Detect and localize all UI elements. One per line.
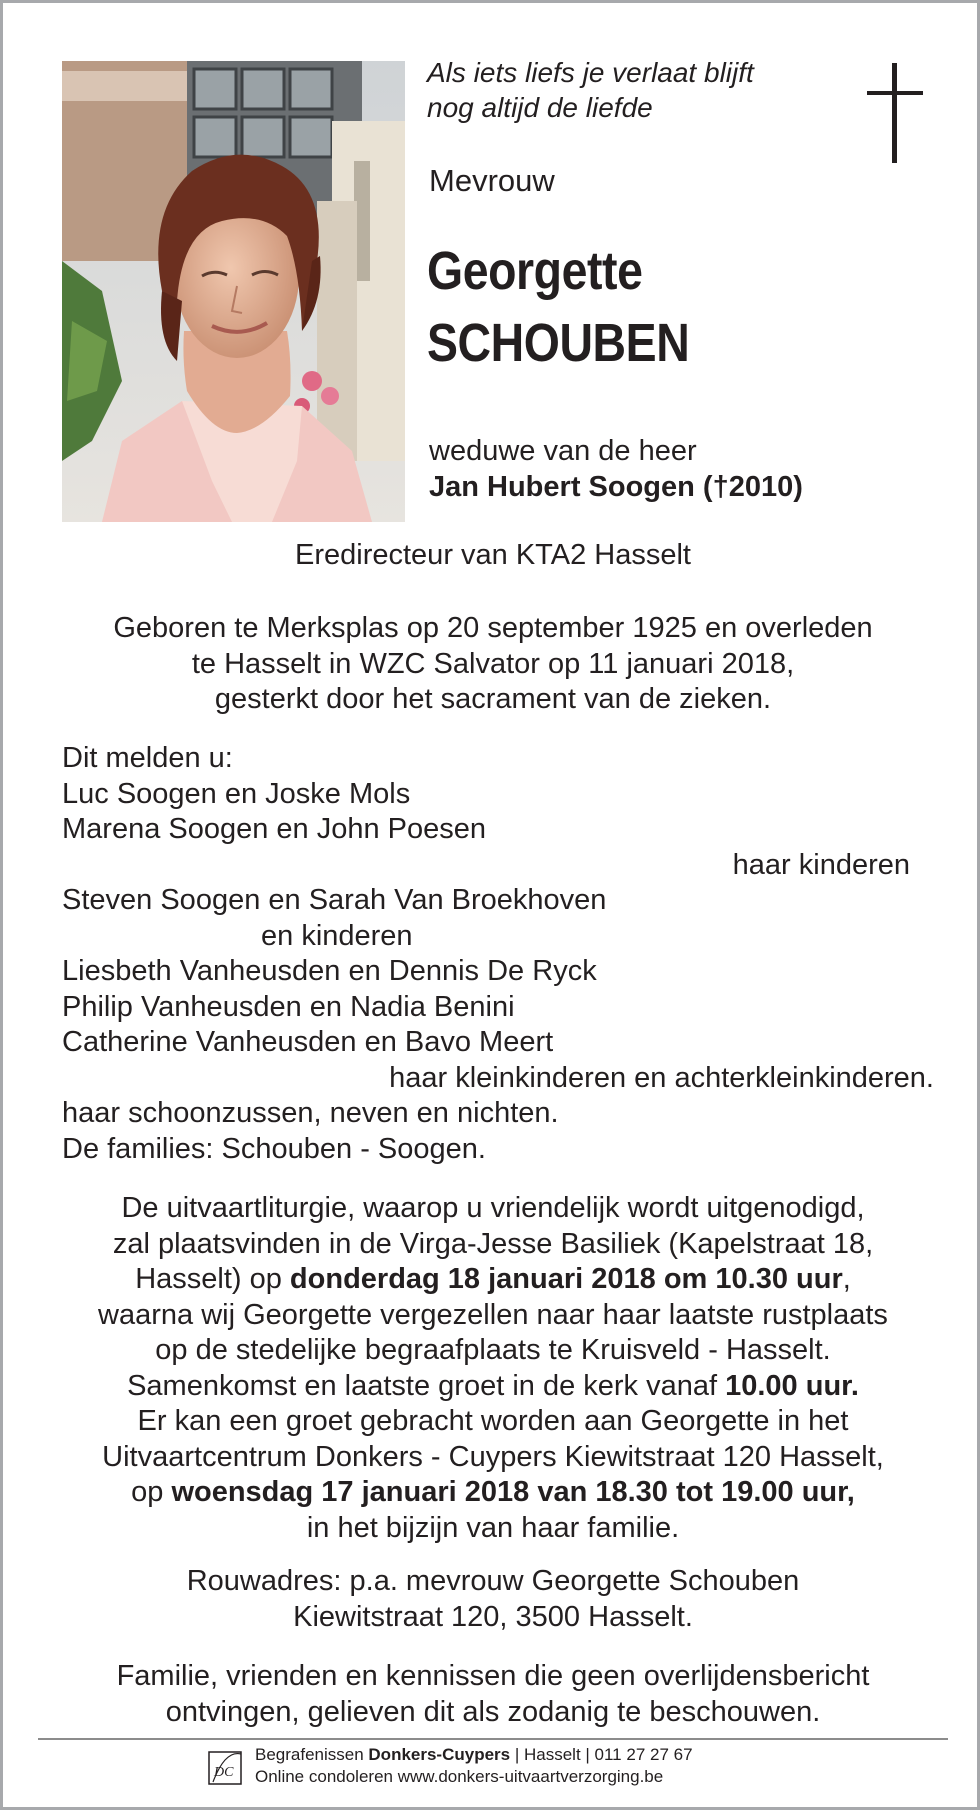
funeral-line: zal plaatsvinden in de Virga-Jesse Basiliek (Kapelstraat 18, — [112, 1227, 874, 1260]
closing-line: Familie, vrienden en kennissen die geen overlijdensbericht — [116, 1660, 870, 1692]
motto-quote — [427, 55, 754, 125]
funeral-line — [62, 1369, 924, 1405]
birth-death-line: te Hasselt in WZC Salvator op 11 januari 2018, — [191, 647, 795, 680]
funeral-line: in het bijzijn van haar familie. — [306, 1511, 680, 1544]
funeral-line — [62, 1475, 924, 1511]
funeral-line: Uitvaartcentrum Donkers - Cuypers Kiewitstraat 120 Hasselt, — [102, 1440, 884, 1473]
visitation-time: woensdag 17 januari 2018 van 18.30 tot 19.00 uur, — [171, 1476, 855, 1508]
address-line: Kiewitstraat 120, 3500 Hasselt. — [293, 1600, 693, 1633]
families-line: De families: Schouben - Soogen. — [62, 1132, 486, 1165]
grandchild-line: Liesbeth Vanheusden en Dennis De Ryck — [62, 955, 597, 987]
funeral-home-logo — [207, 1748, 243, 1786]
honorific: Mevrouw — [429, 163, 555, 198]
footer — [207, 1744, 807, 1804]
children-label: haar kinderen — [732, 848, 910, 881]
motto-line: nog altijd de liefde — [427, 92, 653, 123]
funeral-text: Samenkomst en laatste groet in de kerk vanaf — [127, 1369, 726, 1402]
funeral-details — [62, 1191, 924, 1546]
in-laws-line: haar schoonzussen, neven en nichten. — [62, 1097, 559, 1129]
funeral-text: Hasselt) op — [135, 1263, 290, 1295]
widow-of — [429, 433, 803, 505]
funeral-home-line — [255, 1744, 693, 1766]
closing-line: ontvingen, gelieven dit als zodanig te beschouwen. — [165, 1695, 821, 1728]
funeral-date: donderdag 18 januari 2018 om 10.30 uur — [289, 1263, 843, 1295]
last-name: SCHOUBEN — [427, 313, 690, 373]
birth-death-line: gesterkt door het sacrament van de zieken. — [214, 683, 772, 715]
funeral-line: waarna wij Georgette vergezellen naar haar laatste rustplaats — [98, 1298, 888, 1331]
grandchild-line: Catherine Vanheusden en Bavo Meert — [62, 1026, 554, 1058]
grandchild-line: Steven Soogen en Sarah Van Broekhoven — [62, 884, 607, 916]
family-intro: Dit melden u: — [62, 742, 233, 774]
birth-death-line: Geboren te Merksplas op 20 september 1925 en overleden — [113, 612, 873, 644]
widow-intro: weduwe van de heer — [429, 435, 697, 467]
birth-death-block — [62, 611, 924, 718]
and-children: en kinderen — [261, 919, 413, 952]
child-line: Luc Soogen en Joske Mols — [62, 777, 411, 810]
address-line: Rouwadres: p.a. mevrouw Georgette Schouben — [186, 1565, 800, 1597]
funeral-line: Er kan een groet gebracht worden aan Georgette in het — [137, 1405, 849, 1437]
footer-text — [255, 1744, 693, 1788]
funeral-text: op — [131, 1476, 172, 1508]
funeral-home-name: Donkers-Cuypers — [368, 1745, 511, 1764]
portrait-photo — [62, 61, 405, 522]
funeral-line: op de stedelijke begraafplaats te Kruisveld - Hasselt. — [155, 1334, 831, 1366]
logo-letters: DC — [214, 1765, 234, 1780]
funeral-line: De uitvaartliturgie, waarop u vriendelijk wordt uitgenodigd, — [121, 1192, 865, 1224]
grandchildren-label: haar kleinkinderen en achterkleinkinderen. — [389, 1061, 934, 1094]
footer-contact: | Hasselt | 011 27 27 67 — [510, 1745, 693, 1764]
title-line: Eredirecteur van KTA2 Hasselt — [295, 539, 691, 571]
funeral-line — [62, 1262, 924, 1298]
grandchild-line: Philip Vanheusden en Nadia Benini — [62, 990, 515, 1023]
footer-label: Begrafenissen — [255, 1745, 369, 1764]
condolence-address — [62, 1564, 924, 1635]
condolence-website-link[interactable]: Online condoleren www.donkers-uitvaartverzorging.be — [255, 1767, 664, 1786]
deceased-name — [427, 235, 689, 379]
funeral-text: , — [842, 1263, 851, 1295]
gathering-time: 10.00 uur. — [725, 1369, 859, 1402]
family-block — [62, 741, 934, 1167]
closing-note — [62, 1659, 924, 1730]
first-name: Georgette — [427, 241, 643, 301]
child-line: Marena Soogen en John Poesen — [62, 813, 487, 845]
footer-divider — [38, 1738, 948, 1740]
motto-line: Als iets liefs je verlaat blijft — [427, 57, 754, 88]
cross-icon — [867, 63, 923, 163]
spouse-name: Jan Hubert Soogen (†2010) — [429, 471, 803, 503]
